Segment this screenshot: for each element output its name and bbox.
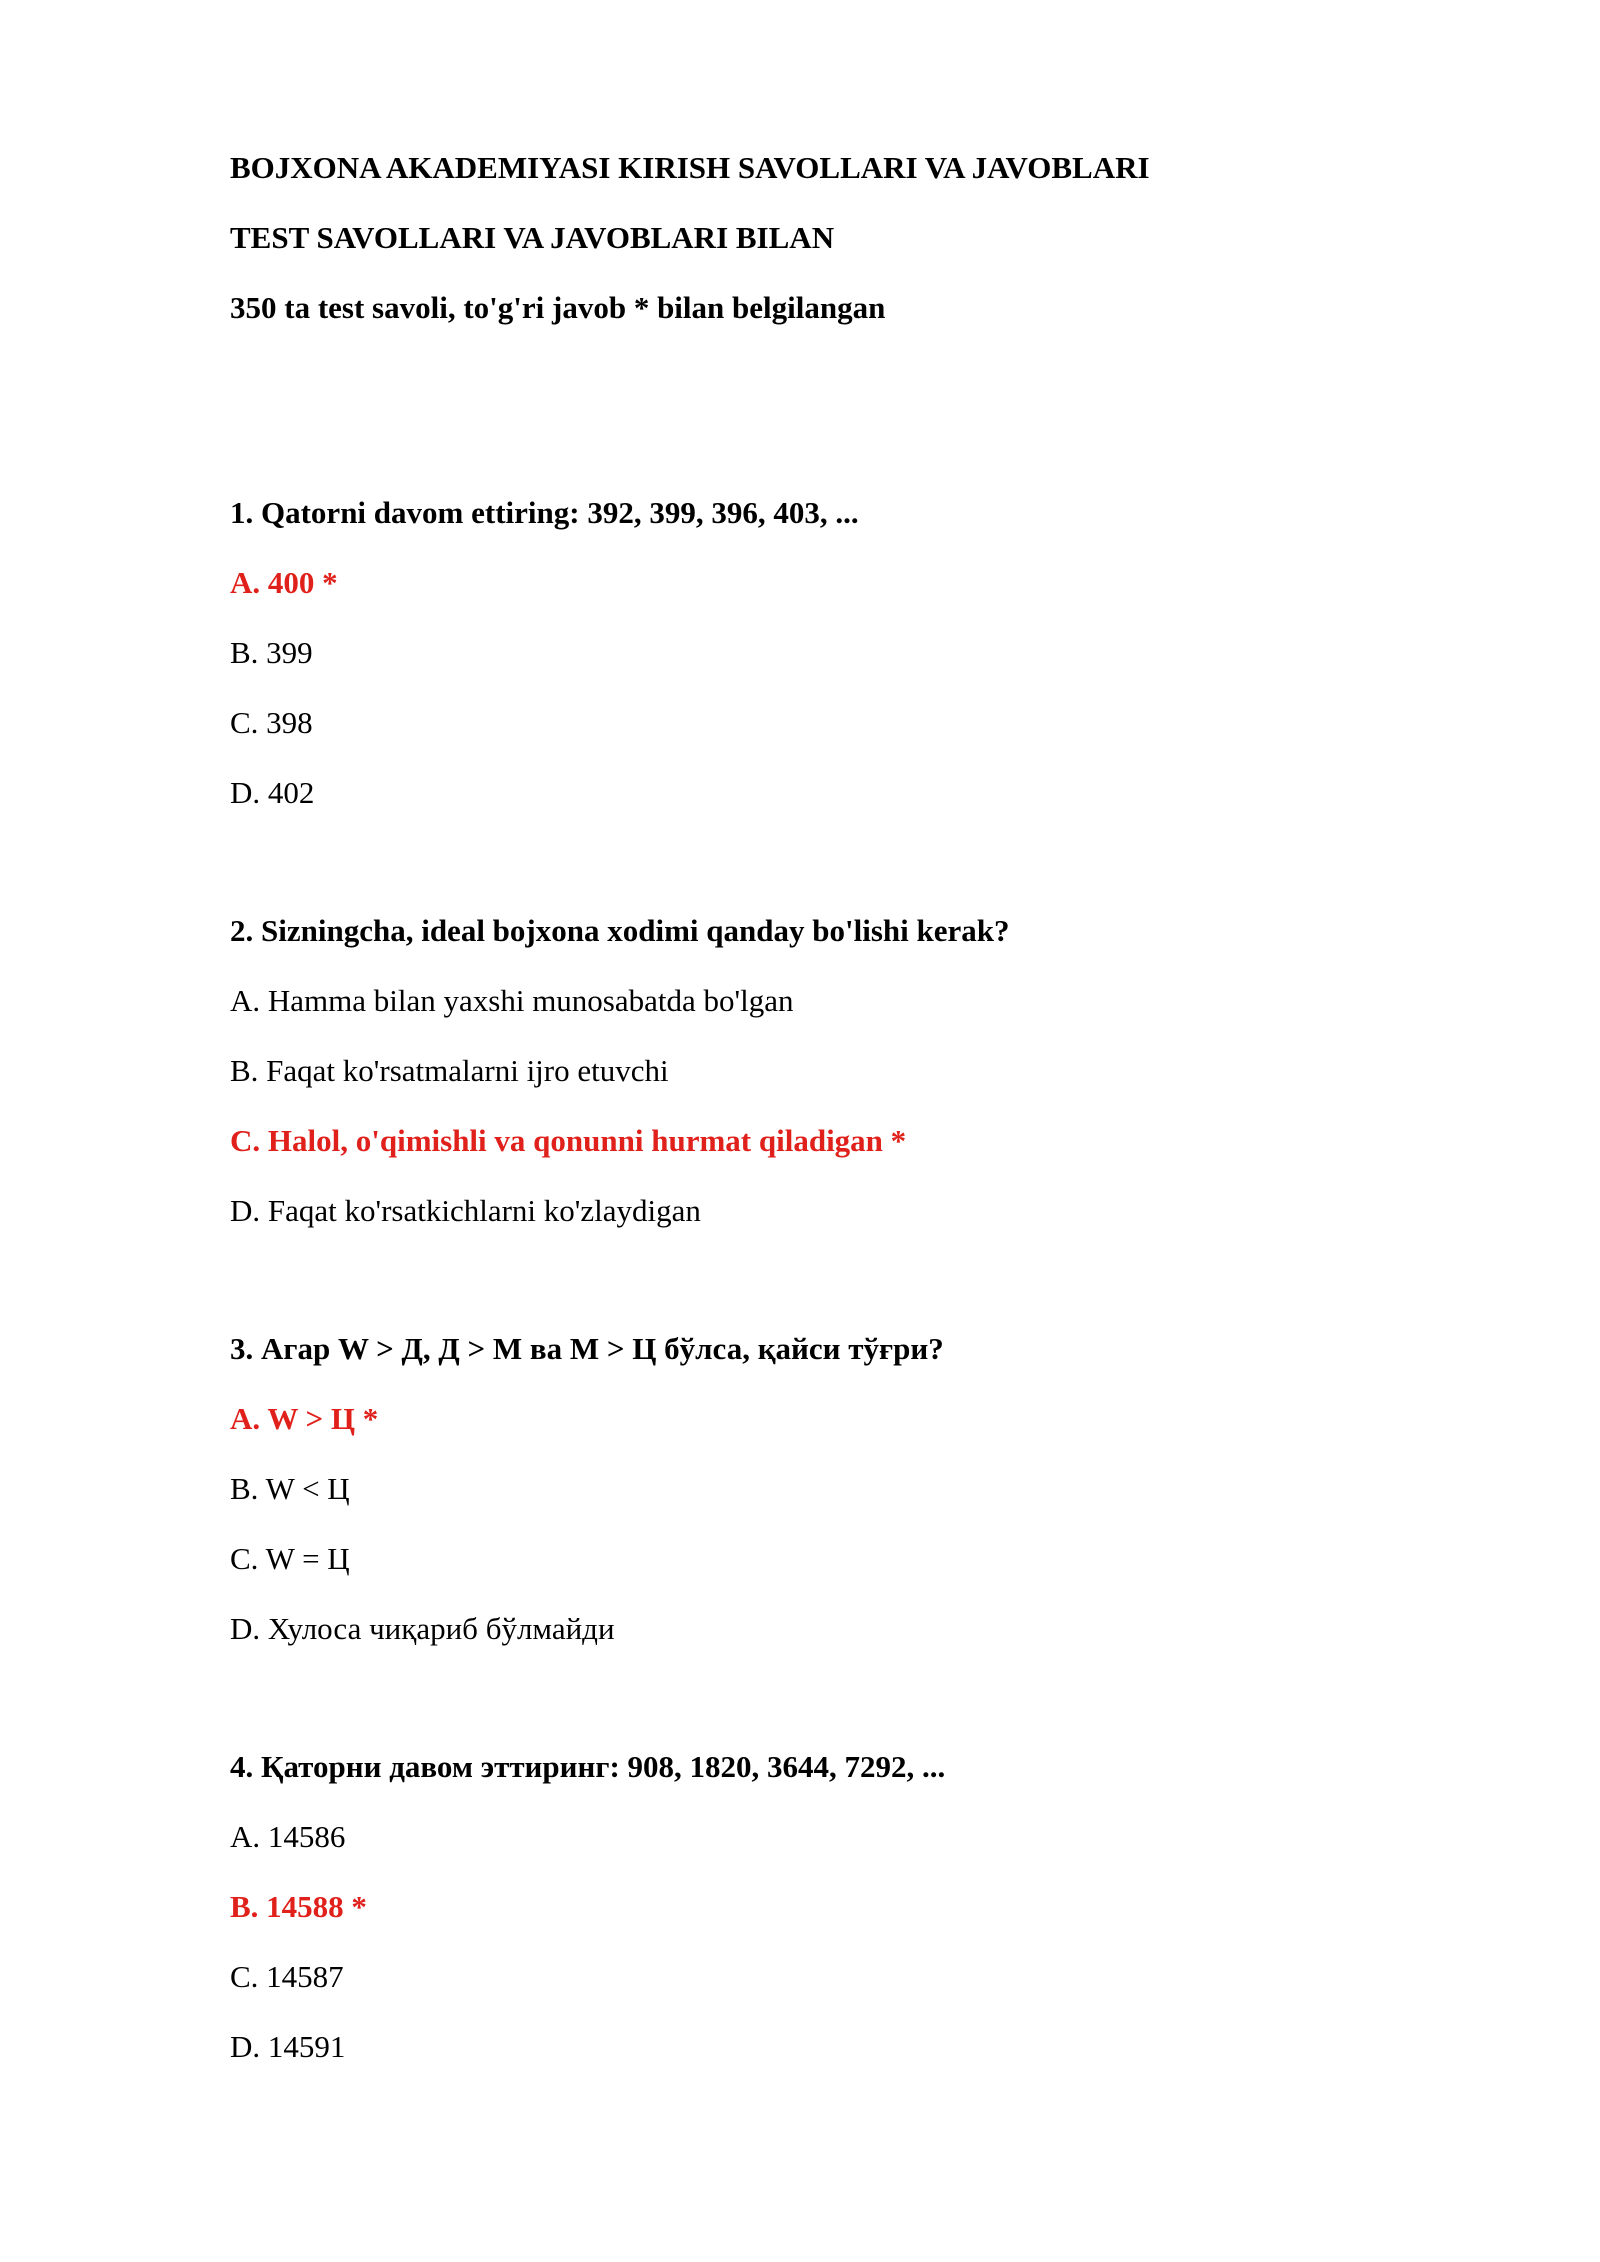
question-text: 4. Қаторни давом эттиринг: 908, 1820, 3644, 7292, ... <box>230 1749 946 1784</box>
answer-option-a: A. 14586 <box>230 1819 346 1854</box>
answer-option-d: D. Faqat ko'rsatkichlarni ko'zlaydigan <box>230 1193 701 1228</box>
answer-option-c: C. 14587 <box>230 1959 344 1994</box>
answer-option-a: A. 400 * <box>230 565 338 600</box>
question-3 <box>230 1329 1490 1649</box>
question-text: 2. Sizningcha, ideal bojxona xodimi qanday bo'lishi kerak? <box>230 913 1010 948</box>
question-text: 1. Qatorni davom ettiring: 392, 399, 396, 403, ... <box>230 495 859 530</box>
question-gap <box>230 1679 1490 1747</box>
answer-option-d: D. Хулоса чиқариб бўлмайди <box>230 1611 615 1646</box>
answer-option-a: A. Hamma bilan yaxshi munosabatda bo'lgan <box>230 983 794 1018</box>
document-note: 350 ta test savoli, to'g'ri javob * bilan belgilangan <box>230 290 886 325</box>
answer-option-c: C. 398 <box>230 705 313 740</box>
question-text: 3. Агар W > Д, Д > М ва М > Ц бўлса, қайси тўғри? <box>230 1331 944 1366</box>
question-2 <box>230 911 1490 1231</box>
answer-option-d: D. 402 <box>230 775 315 810</box>
answer-option-b: B. Faqat ko'rsatmalarni ijro etuvchi <box>230 1053 669 1088</box>
answer-option-b: B. W < Ц <box>230 1471 350 1506</box>
question-gap <box>230 1261 1490 1329</box>
answer-option-c: C. W = Ц <box>230 1541 350 1576</box>
answer-option-a: A. W > Ц * <box>230 1401 379 1436</box>
document-subtitle: TEST SAVOLLARI VA JAVOBLARI BILAN <box>230 220 835 255</box>
answer-option-d: D. 14591 <box>230 2029 346 2064</box>
document-content <box>230 148 1490 2097</box>
question-1 <box>230 493 1490 813</box>
document-title: BOJXONA AKADEMIYASI KIRISH SAVOLLARI VA JAVOBLARI <box>230 150 1150 185</box>
answer-option-b: B. 14588 * <box>230 1889 367 1924</box>
answer-option-c: C. Halol, o'qimishli va qonunni hurmat qiladigan * <box>230 1123 907 1158</box>
header-spacer <box>230 358 1490 493</box>
question-gap <box>230 843 1490 911</box>
answer-option-b: B. 399 <box>230 635 313 670</box>
question-4 <box>230 1747 1490 2067</box>
